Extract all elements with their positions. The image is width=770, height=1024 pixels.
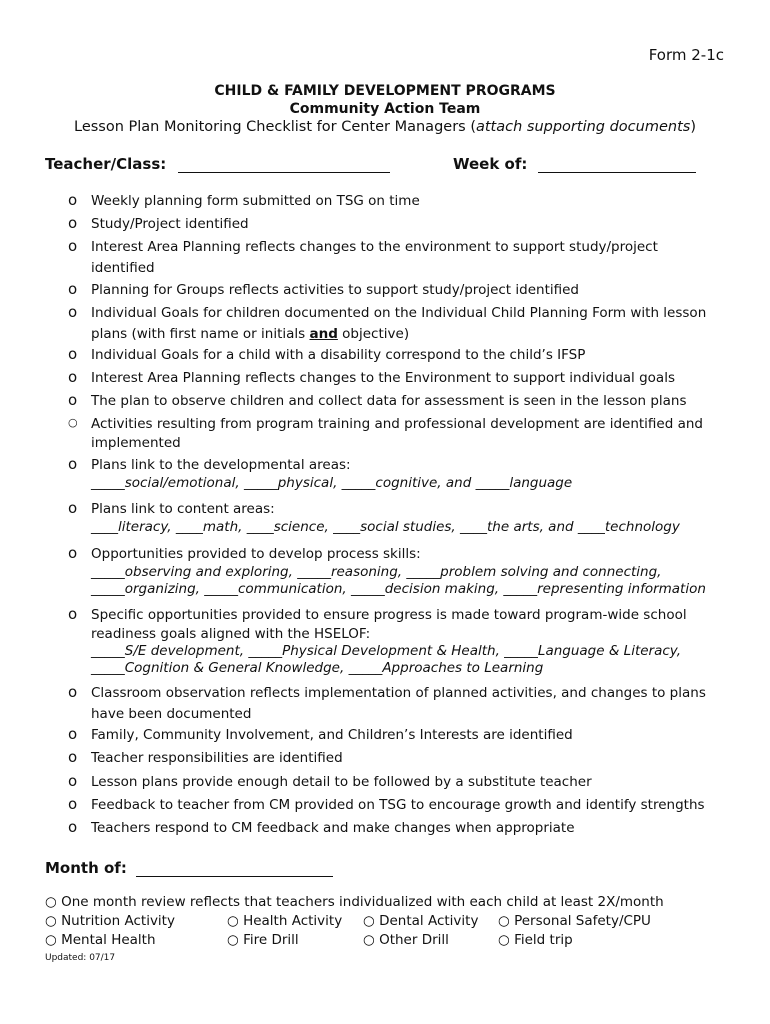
circle-checkbox[interactable]: ○ [498, 913, 510, 929]
readiness-goals-line: _____Cognition & General Knowledge, _____Approaches to Learning [91, 660, 544, 676]
checklist-item-text: Classroom observation reflects implementation of planned activities, and changes to plans [91, 685, 706, 701]
checklist-item-text: Feedback to teacher from CM provided on TSG to encourage growth and identify strengths [91, 797, 705, 813]
checkbox-bullet[interactable]: ○ [68, 416, 78, 429]
checkbox-bullet[interactable]: o [68, 499, 78, 517]
content-areas-line: ____literacy, ____math, ____science, ____social studies, ____the arts, and ____technology [91, 519, 680, 535]
option-label: Nutrition Activity [61, 913, 175, 929]
circle-checkbox[interactable]: ○ [227, 932, 239, 948]
circle-checkbox[interactable]: ○ [363, 913, 375, 929]
checkbox-bullet[interactable]: o [68, 544, 78, 562]
teacher-class-label: Teacher/Class: [45, 155, 167, 173]
developmental-areas-line: _____social/emotional, _____physical, _____cognitive, and _____language [91, 475, 573, 491]
checklist-item-text: Family, Community Involvement, and Children’s Interests are identified [91, 727, 573, 743]
checkbox-bullet[interactable]: o [68, 280, 78, 298]
updated-date: Updated: 07/17 [45, 953, 116, 963]
month-of-label: Month of: [45, 859, 127, 877]
checkbox-bullet[interactable]: o [68, 345, 78, 363]
checkbox-bullet[interactable]: o [68, 455, 78, 473]
checkbox-bullet[interactable]: o [68, 683, 78, 701]
process-skills-line: _____organizing, _____communication, _____decision making, _____representing information [91, 581, 706, 597]
form-id: Form 2-1c [648, 46, 724, 64]
readiness-goals-line: _____S/E development, _____Physical Development & Health, _____Language & Literacy, [91, 643, 682, 659]
checklist-item-text: Teacher responsibilities are identified [91, 750, 343, 766]
circle-checkbox[interactable]: ○ [45, 932, 57, 948]
checkbox-bullet[interactable]: o [68, 748, 78, 766]
checklist-item-text: Individual Goals for a child with a disability correspond to the child’s IFSP [91, 347, 586, 363]
text-segment: plans (with first name or initials [91, 326, 310, 342]
circle-checkbox[interactable]: ○ [227, 913, 239, 929]
circle-checkbox[interactable]: ○ [498, 932, 510, 948]
option-label: Fire Drill [243, 932, 299, 948]
circle-checkbox[interactable]: ○ [45, 894, 57, 910]
checklist-item-text: Specific opportunities provided to ensure progress is made toward program-wide school [91, 607, 687, 623]
page-title: CHILD & FAMILY DEVELOPMENT PROGRAMS [214, 83, 556, 99]
checklist-item-text-cont [91, 324, 409, 344]
checkbox-bullet[interactable]: o [68, 772, 78, 790]
checkbox-bullet[interactable]: o [68, 391, 78, 409]
checkbox-bullet[interactable]: o [68, 368, 78, 386]
process-skills-line: _____observing and exploring, _____reasoning, _____problem solving and connecting, [91, 564, 662, 580]
week-of-field[interactable] [538, 158, 696, 173]
checkbox-bullet[interactable]: o [68, 605, 78, 623]
checklist-item-text-cont: have been documented [91, 706, 252, 722]
page-subtitle: Community Action Team [289, 101, 481, 117]
option-label: Dental Activity [379, 913, 479, 929]
checklist-item-text-cont: implemented [91, 435, 181, 451]
checklist-item-text: The plan to observe children and collect data for assessment is seen in the lesson plans [91, 393, 687, 409]
month-of-field[interactable] [136, 862, 333, 877]
checkbox-bullet[interactable]: o [68, 818, 78, 836]
description-italic: attach supporting documents [475, 119, 691, 135]
monthly-review [45, 894, 664, 910]
option-safety [498, 913, 651, 929]
circle-checkbox[interactable]: ○ [45, 913, 57, 929]
option-dental [363, 913, 478, 929]
description-main: Lesson Plan Monitoring Checklist for Center Managers ( [74, 119, 476, 135]
checklist-item-text: Individual Goals for children documented on the Individual Child Planning Form with lesson [91, 305, 707, 321]
checkbox-bullet[interactable]: o [68, 725, 78, 743]
checklist-item-text: Teachers respond to CM feedback and make changes when appropriate [91, 820, 575, 836]
option-health [227, 913, 342, 929]
checkbox-bullet[interactable]: o [68, 303, 78, 321]
checklist-item-text: Interest Area Planning reflects changes to the environment to support study/project [91, 239, 658, 255]
option-mental-health [45, 932, 156, 948]
description-end: ) [690, 119, 696, 135]
checklist-item-text: Planning for Groups reflects activities to support study/project identified [91, 282, 579, 298]
page-description [0, 119, 770, 135]
option-label: Personal Safety/CPU [514, 913, 651, 929]
option-label: Health Activity [243, 913, 343, 929]
option-fire-drill [227, 932, 299, 948]
checklist-item-text: Interest Area Planning reflects changes to the Environment to support individual goals [91, 370, 675, 386]
checklist-item-text: Opportunities provided to develop process skills: [91, 546, 421, 562]
checklist-item-text: Study/Project identified [91, 216, 249, 232]
option-label: Mental Health [61, 932, 156, 948]
monthly-review-text: One month review reflects that teachers individualized with each child at least 2X/month [61, 894, 664, 910]
checklist-item-text: Weekly planning form submitted on TSG on time [91, 193, 420, 209]
option-field-trip [498, 932, 573, 948]
checklist-item-text: Plans link to content areas: [91, 501, 275, 517]
checkbox-bullet[interactable]: o [68, 237, 78, 255]
checklist-item-text: Activities resulting from program training and professional development are identified and [91, 416, 703, 432]
checkbox-bullet[interactable]: o [68, 191, 78, 209]
checklist-item-text-cont: identified [91, 260, 155, 276]
circle-checkbox[interactable]: ○ [363, 932, 375, 948]
option-other-drill [363, 932, 449, 948]
checkbox-bullet[interactable]: o [68, 795, 78, 813]
option-nutrition [45, 913, 175, 929]
checklist-item-text: Lesson plans provide enough detail to be followed by a substitute teacher [91, 774, 592, 790]
teacher-class-field[interactable] [178, 158, 390, 173]
checklist-item-text-cont: readiness goals aligned with the HSELOF: [91, 626, 371, 642]
text-segment: objective) [337, 326, 410, 342]
emphasis-and: and [309, 326, 338, 342]
checkbox-bullet[interactable]: o [68, 214, 78, 232]
week-of-label: Week of: [453, 155, 528, 173]
checklist-item-text: Plans link to the developmental areas: [91, 457, 351, 473]
option-label: Other Drill [379, 932, 449, 948]
option-label: Field trip [514, 932, 573, 948]
